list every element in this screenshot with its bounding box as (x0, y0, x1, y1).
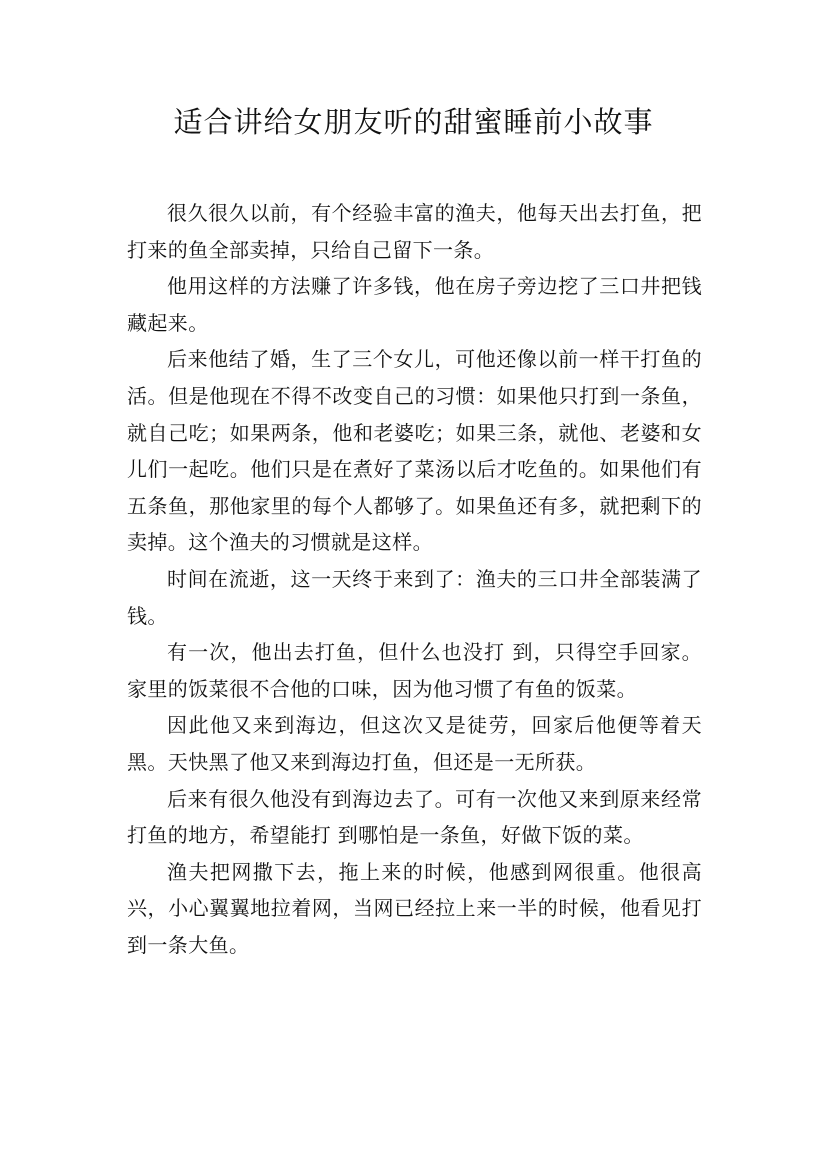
paragraph: 因此他又来到海边，但这次又是徒劳，回家后他便等着天黑。天快黑了他又来到海边打鱼，但还是一无所获。 (127, 713, 702, 774)
paragraph: 时间在流逝，这一天终于来到了：渔夫的三口井全部装满了钱。 (127, 566, 702, 628)
document-title: 适合讲给女朋友听的甜蜜睡前小故事 (173, 105, 654, 139)
paragraph: 渔夫把网撒下去，拖上来的时候，他感到网很重。他很高兴，小心翼翼地拉着网，当网已经拉上来一半的时候，他看见打 到一条大鱼。 (127, 859, 702, 957)
document-body (127, 195, 702, 963)
paragraph: 后来有很久他没有到海边去了。可有一次他又来到原来经常打鱼的地方，希望能打 到哪怕是一条鱼，好做下饭的菜。 (127, 786, 702, 848)
paragraph: 很久很久以前，有个经验丰富的渔夫，他每天出去打鱼，把打来的鱼全部卖掉，只给自己留下一条。 (127, 201, 702, 262)
paragraph: 有一次，他出去打鱼，但什么也没打 到，只得空手回家。家里的饭菜很不合他的口味，因为他习惯了有鱼的饭菜。 (127, 640, 702, 701)
paragraph: 后来他结了婚，生了三个女儿，可他还像以前一样干打鱼的活。但是他现在不得不改变自己的习惯：如果他只打到一条鱼，就自己吃；如果两条，他和老婆吃；如果三条，就他、老婆和女儿们一起吃。他们只是在煮好了菜汤以后才吃鱼的。如果他们有五条鱼，那他家里的每个人都够了。如果鱼还有多，就把剩下的卖掉。这个渔夫的习惯就是这样。 (127, 347, 702, 555)
paragraph: 他用这样的方法赚了许多钱，他在房子旁边挖了三口井把钱藏起来。 (127, 274, 702, 335)
